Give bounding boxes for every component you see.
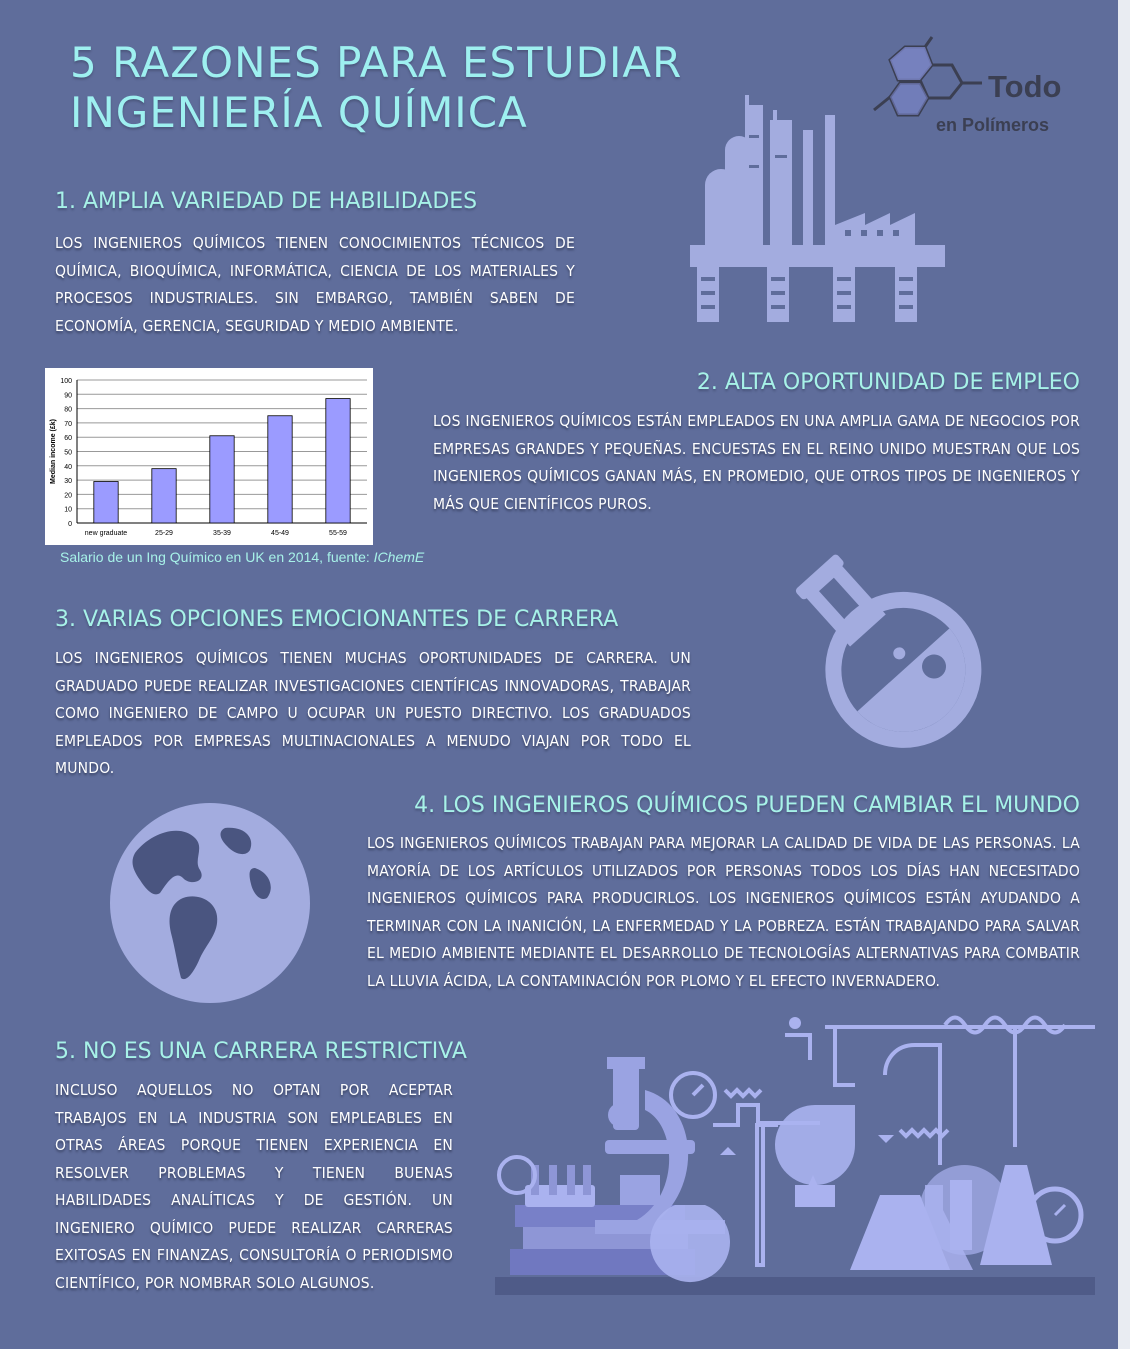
laboratory-icon bbox=[495, 1015, 1095, 1295]
y-tick-label: 90 bbox=[64, 392, 72, 400]
salary-chart bbox=[45, 368, 373, 545]
y-tick-label: 30 bbox=[64, 478, 72, 486]
y-tick-label: 80 bbox=[64, 406, 72, 414]
logo-word-1: Todo bbox=[988, 69, 1062, 104]
y-tick-label: 0 bbox=[68, 521, 72, 528]
x-tick-label: 35-39 bbox=[213, 530, 231, 537]
section-1-heading: 1. AMPLIA VARIEDAD DE HABILIDADES bbox=[55, 189, 478, 214]
chart-bar bbox=[94, 482, 118, 523]
section-2-text: LOS INGENIEROS QUÍMICOS ESTÁN EMPLEADOS EN UNA AMPLIA GAMA DE NEGOCIOS POR EMPRESAS GRANDES Y PEQUEÑAS. ENCUESTAS EN EL REINO UNIDO MUESTRAN QUE LOS INGENIEROS QUÍMICOS GANAN MÁS, EN PROMEDIO, QUE OTROS TIPOS DE INGENIEROS Y MÁS QUE CIENTÍFICOS PUROS. bbox=[433, 412, 1080, 513]
x-tick-label: 45-49 bbox=[271, 530, 289, 537]
section-4-heading: 4. LOS INGENIEROS QUÍMICOS PUEDEN CAMBIAR EL MUNDO bbox=[414, 793, 1080, 818]
section-1-text: LOS INGENIEROS QUÍMICOS TIENEN CONOCIMIENTOS TÉCNICOS DE QUÍMICA, BIOQUÍMICA, INFORMÁTICA, CIENCIA DE LOS MATERIALES Y PROCESOS INDUSTRIALES. SIN EMBARGO, TAMBIÉN SABEN DE ECONOMÍA, GERENCIA, SEGURIDAD Y MEDIO AMBIENTE. bbox=[55, 234, 575, 335]
title-line-2: INGENIERÍA QUÍMICA bbox=[70, 88, 528, 137]
chart-caption-text: Salario de un Ing Químico en UK en 2014, fuente: bbox=[60, 549, 374, 565]
section-5-text: INCLUSO AQUELLOS NO OPTAN POR ACEPTAR TRABAJOS EN LA INDUSTRIA SON EMPLEABLES EN OTRAS ÁREAS PORQUE TIENEN EXPERIENCIA EN RESOLVER PROBLEMAS Y TIENEN BUENAS HABILIDADES ANALÍTICAS Y DE GESTIÓN. UN INGENIERO QUÍMICO PUEDE REALIZAR CARRERAS EXITOSAS EN FINANZAS, CONSULTORÍA O PERIODISMO CIENTÍFICO, POR NOMBRAR SOLO ALGUNOS. bbox=[55, 1081, 453, 1292]
page-title bbox=[70, 38, 690, 138]
chart-bar bbox=[326, 399, 350, 523]
x-tick-label: 25-29 bbox=[155, 530, 173, 537]
y-axis-label: Median income (£k) bbox=[50, 419, 57, 484]
flask-icon bbox=[780, 525, 1000, 765]
y-tick-label: 100 bbox=[60, 378, 72, 385]
y-tick-label: 10 bbox=[64, 506, 72, 514]
salary-chart-svg bbox=[45, 368, 373, 545]
chart-bar bbox=[268, 416, 292, 523]
y-tick-label: 40 bbox=[64, 463, 72, 471]
globe-icon bbox=[105, 798, 315, 1008]
section-2-heading: 2. ALTA OPORTUNIDAD DE EMPLEO bbox=[696, 370, 1080, 395]
y-tick-label: 20 bbox=[64, 492, 72, 500]
chart-bar bbox=[152, 469, 176, 523]
chart-bar bbox=[210, 436, 234, 523]
title-line-1: 5 RAZONES PARA ESTUDIAR bbox=[70, 38, 683, 87]
page-edge bbox=[1118, 0, 1130, 1349]
y-tick-label: 50 bbox=[64, 449, 72, 457]
y-tick-label: 70 bbox=[64, 420, 72, 428]
section-3-heading: 3. VARIAS OPCIONES EMOCIONANTES DE CARRERA bbox=[55, 607, 619, 632]
chart-caption bbox=[60, 549, 424, 565]
refinery-icon bbox=[685, 95, 955, 325]
section-3-text: LOS INGENIEROS QUÍMICOS TIENEN MUCHAS OPORTUNIDADES DE CARRERA. UN GRADUADO PUEDE REALIZAR INVESTIGACIONES CIENTÍFICAS INNOVADORAS, TRABAJAR COMO INGENIERO DE CAMPO U OCUPAR UN PUESTO DIRECTIVO. LOS GRADUADOS EMPLEADOS POR EMPRESAS MULTINACIONALES A MENUDO VIAJAN POR TODO EL MUNDO. bbox=[55, 649, 691, 777]
chart-caption-source: IChemE bbox=[373, 549, 425, 565]
x-tick-label: new graduate bbox=[84, 530, 128, 537]
y-tick-label: 60 bbox=[64, 435, 72, 443]
logo-word-2: en Polímeros bbox=[936, 115, 1050, 135]
section-4-text: LOS INGENIEROS QUÍMICOS TRABAJAN PARA MEJORAR LA CALIDAD DE VIDA DE LAS PERSONAS. LA MAYORÍA DE LOS ARTÍCULOS UTILIZADOS POR PERSONAS TODOS LOS DÍAS HAN NECESITADO INGENIEROS QUÍMICOS PARA PRODUCIRLOS. LOS INGENIEROS QUÍMICOS ESTÁN AYUDANDO A TERMINAR CON LA INANICIÓN, LA ENFERMEDAD Y LA POBREZA. ESTÁN TRABAJANDO PARA SALVAR EL MEDIO AMBIENTE MEDIANTE EL DESARROLLO DE TECNOLOGÍAS ALTERNATIVAS PARA COMBATIR LA LLUVIA ÁCIDA, LA CONTAMINACIÓN POR PLOMO Y EL EFECTO INVERNADERO. bbox=[367, 834, 1080, 990]
section-5-heading: 5. NO ES UNA CARRERA RESTRICTIVA bbox=[55, 1039, 467, 1064]
x-tick-label: 55-59 bbox=[329, 530, 347, 537]
